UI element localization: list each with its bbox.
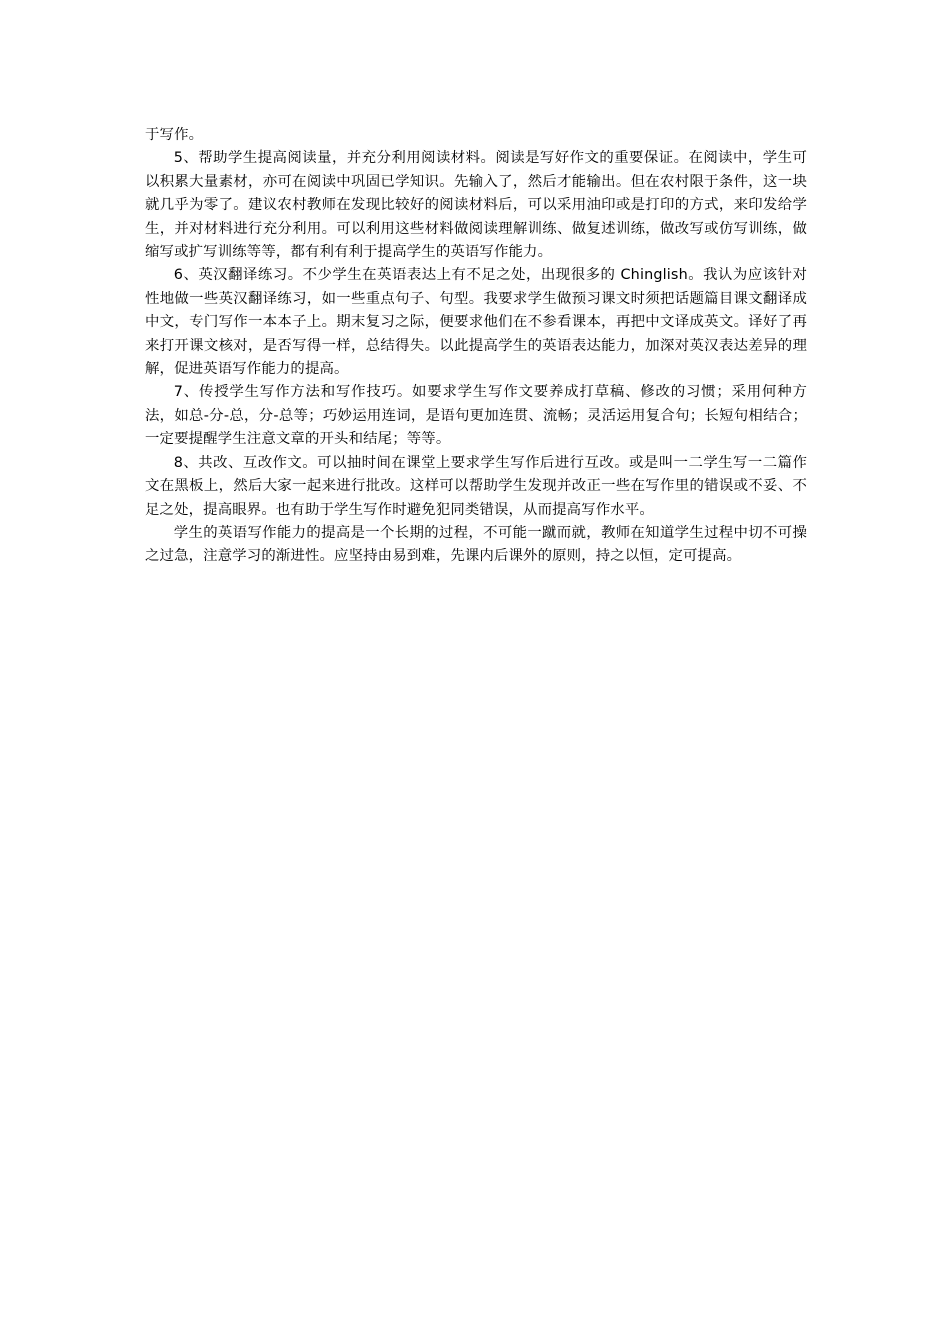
text-run: 学生的英语写作能力的提高是一个长期的过程，不可能一蹴而就，教师在知道学生过程中切不可操之过急，注意学习的渐进性。应坚持由易到难，先课内后课外的原则，持之以恒，定可提高。 <box>145 524 807 565</box>
paragraph-continuation <box>145 124 807 147</box>
text-run: 、英汉翻译练习。不少学生在英语表达上有不足之处，出现很多的 <box>183 267 621 284</box>
text-run: 、帮助学生提高阅读量，并充分利用阅读材料。阅读是写好作文的重要保证。在阅读中，学生可以积累大量素材，亦可在阅读中巩固已学知识。先输入了，然后才能输出。但在农村限于条件，这一块就几乎为零了。建议农村教师在发现比较好的阅读材料后，可以采用油印或是打印的方式，来印发给学生，并对材料进行充分利用。可以利用这些材料做阅读理解训练、做复述训练，做改写或仿写训练，做缩写或扩写训练等等，都有利有利于提高学生的英语写作能力。 <box>145 150 807 261</box>
hyphen: - <box>203 407 210 424</box>
paragraph-item-7-methods <box>145 381 807 451</box>
text-run: 总，分 <box>229 407 274 424</box>
latin-term: Chinglish <box>620 267 688 284</box>
text-run: 分 <box>209 407 224 424</box>
text-run: 总等；巧妙运用连词，是语句更加连贯、流畅；灵活运用复合句；长短句相结合；一定要提醒学生注意文章的开头和结尾；等等。 <box>145 407 808 448</box>
hyphen: - <box>223 407 230 424</box>
item-number: 5 <box>173 150 184 167</box>
text-run: 、共改、互改作文。可以抽时间在课堂上要求学生写作后进行互改。或是叫一二学生写一二篇作文在黑板上，然后大家一起来进行批改。这样可以帮助学生发现并改正一些在写作里的错误或不妥、不足之处，提高眼界。也有助于学生写作时避免犯同类错误，从而提高写作水平。 <box>145 454 807 518</box>
text-run: 、传授学生写作方法和写作技巧。如要求学生写作文要养成打草稿、修改的习惯；采用何种方法，如总 <box>145 384 807 424</box>
document-page <box>145 124 807 569</box>
hyphen: - <box>273 407 279 424</box>
paragraph-item-6-translation <box>145 264 807 381</box>
item-number: 7 <box>173 384 184 401</box>
paragraph-item-8-peer-review <box>145 452 807 522</box>
item-number: 6 <box>173 267 184 284</box>
item-number: 8 <box>173 454 184 471</box>
paragraph-item-5-reading <box>145 147 807 264</box>
paragraph-conclusion <box>145 522 807 569</box>
text-run: 于写作。 <box>145 127 204 143</box>
text-run: 。我认为应该针对性地做一些英汉翻译练习，如一些重点句子、句型。我要求学生做预习课文时须把话题篇目课文翻译成中文，专门写作一本本子上。期末复习之际，便要求他们在不参看课本，再把中文译成英文。译好了再来打开课文核对，是否写得一样，总结得失。以此提高学生的英语表达能力，加深对英汉表达差异的理解，促进英语写作能力的提高。 <box>145 267 808 378</box>
